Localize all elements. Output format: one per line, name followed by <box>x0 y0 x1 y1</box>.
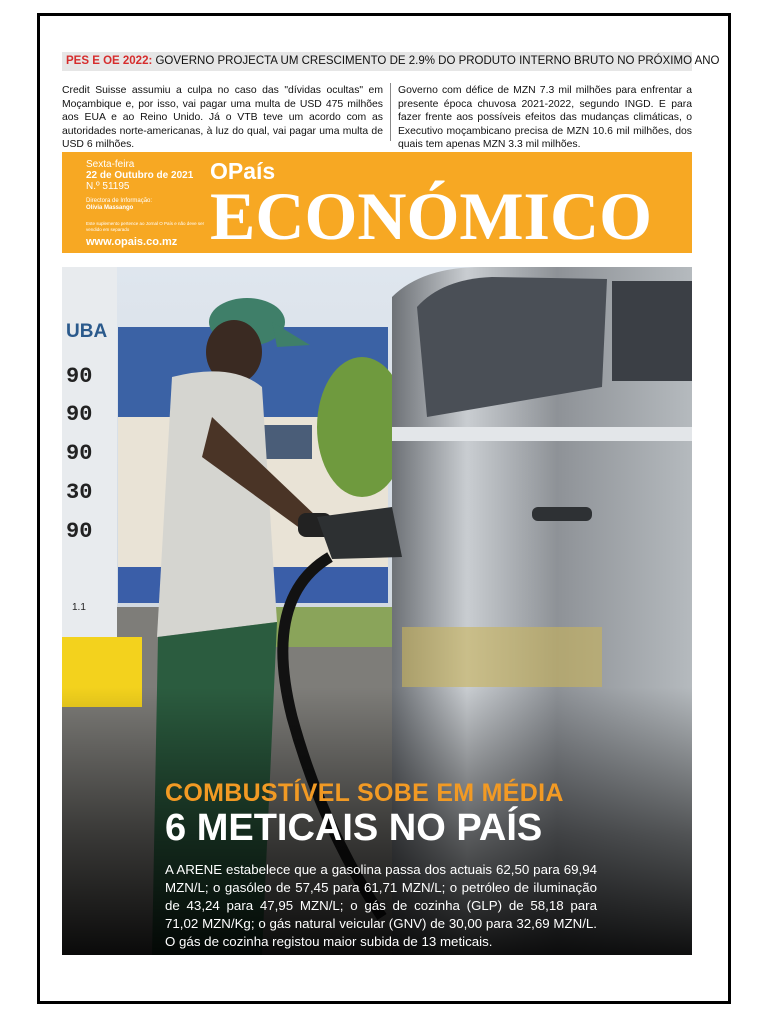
website-link[interactable]: www.opais.co.mz <box>86 236 178 248</box>
pump-digit: 90 <box>66 364 93 389</box>
column-divider <box>390 83 391 141</box>
pump-sign: UBA <box>66 321 108 342</box>
brand-economico-logo: ECONÓMICO <box>210 178 652 254</box>
masthead <box>62 152 692 253</box>
pump-digit: 90 <box>66 402 93 427</box>
news-brief-ingd[interactable]: Governo com défice de MZN 7.3 mil milhões para enfrentar a presente época chuvosa 2021-2022, segundo INGD. E para fazer frente aos possíveis efeitos das mudanças climáticas, o Executivo moçambicano precisa de MZN 10.6 mil milhões, dos quais tem apenas MZN 3.3 mil milhões. <box>398 85 692 151</box>
top-headline-text: GOVERNO PROJECTA UM CRESCIMENTO DE 2.9% DO PRODUTO INTERNO BRUTO NO PRÓXIMO ANO <box>152 55 720 67</box>
brand-opais-logo: OPaís <box>210 158 276 184</box>
issue-number: N.º 51195 <box>86 181 130 192</box>
director-name: Olívia Massango <box>86 205 134 211</box>
issue-weekday: Sexta-feira <box>86 159 135 170</box>
news-brief-credit-suisse[interactable]: Credit Suisse assumiu a culpa no caso das "dívidas ocultas" em Moçambique e, por isso, vai pagar uma multa de USD 475 milhões aos EUA e ao Reino Unido. Já o VTB teve um acordo com as autoridades norte-americanas, à luz do qual, vai pagar uma multa de USD 6 milhões. <box>62 85 383 151</box>
pump-small-label: 1.1 <box>72 602 86 613</box>
headline-kicker[interactable]: COMBUSTÍVEL SOBE EM MÉDIA <box>165 779 564 807</box>
headline-lead: A ARENE estabelece que a gasolina passa dos actuais 62,50 para 69,94 MZN/L; o gasóleo de 57,45 para 61,71 MZN/L; o petróleo de iluminação de 43,24 para 47,95 MZN/L; o gás de cozinha (GLP) de 58,18 para 71,02 MZN/Kg; o gás natural veicular (GNV) de 30,00 para 32,69 MZN/L. O gás de cozinha registou maior subida de 13 meticais. <box>165 862 597 949</box>
top-headline-bar <box>62 52 720 71</box>
cover-photo <box>62 267 692 955</box>
pump-digit: 90 <box>66 441 93 466</box>
legal-note: Este suplemento pertence ao Jornal O País e não deve ser vendido em separado <box>86 221 205 232</box>
pump-digit: 90 <box>66 519 93 544</box>
top-headline[interactable] <box>66 54 720 69</box>
issue-date: 22 de Outubro de 2021 <box>86 170 194 181</box>
director-label: Directora de Informação: <box>86 198 153 204</box>
top-headline-tag: PES E OE 2022: <box>66 55 153 67</box>
masthead-info <box>86 159 205 249</box>
fuel-station-illustration <box>62 267 692 955</box>
headline-main[interactable]: 6 METICAIS NO PAÍS <box>165 807 543 849</box>
pump-digit: 30 <box>66 480 93 505</box>
